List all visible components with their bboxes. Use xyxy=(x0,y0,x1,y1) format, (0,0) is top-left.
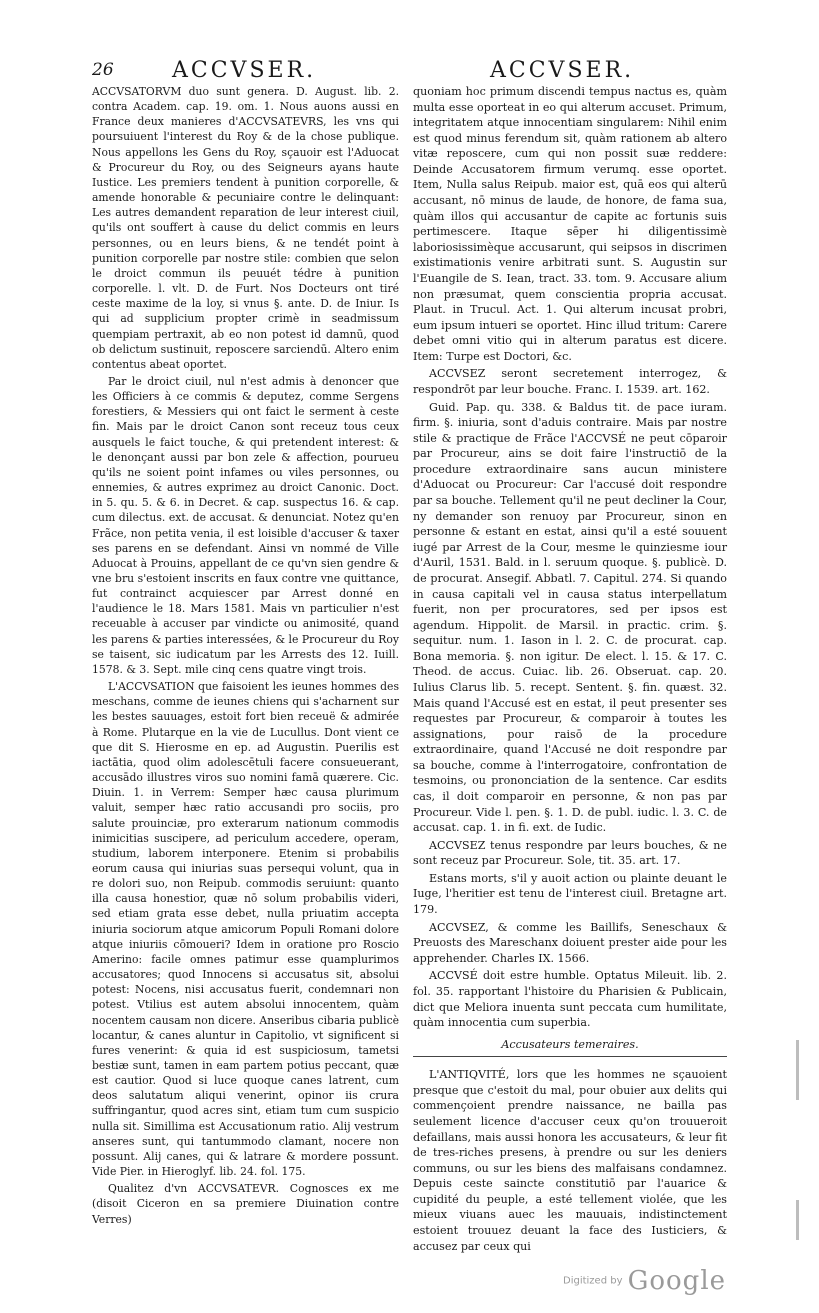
running-head-right: ACCVSER. xyxy=(490,58,635,83)
section-divider xyxy=(413,1056,727,1057)
paragraph: ACCVSEZ seront secretement interrogez, & respondrōt par leur bouche. Franc. I. 1539. art. 162. xyxy=(413,367,727,396)
paragraph: quoniam hoc primum discendi tempus nactus es, quàm multa esse oporteat in eo qui alterum accuset. Primum, integritatem atque innocentiam singularem: Nihil enim est quod minus ferendum sit, quàm rationem ab altero vitæ reposcere, cum qui non possit suæ reddere: Deinde Accusatorem firmum verumq. esse oportet. Item, Nulla salus Reipub. maior est, quā eos qui alterū accusant, nō minus de laude, de honore, de fama sua, quàm illos qui accusantur de capite ac fortunis suis pertimescere. Itaque sēper hi diligentissimè laboriosissimèque accusarunt, qui seipsos in discrimen existimationis venire arbitrati sunt. S. Augustin sur l'Euangile de S. Iean, tract. 33. tom. 9. Accusare alium non præsumat, quem conscientia propria accusat. Plaut. in Trucul. Act. 1. Qui alterum incusat probri, eum ipsum intueri se oportet. Hinc illud tritum: Carere debet omni vitio qui in alterum paratus est dicere. Item: Turpe est Doctori, &c. xyxy=(413,85,727,363)
running-head-left: ACCVSER. xyxy=(172,58,317,83)
google-logo: Google xyxy=(627,1266,727,1296)
left-column xyxy=(92,84,399,1227)
paragraph: L'ANTIQVITÉ, lors que les hommes ne sçauoient presque que c'estoit du mal, pour obuier aux delits qui commençoient prendre naissance, ne bailla pas seulement licence d'accuser ceux qu'on trouueroit defaillans, mais aussi honora les accusateurs, & leur fit de tres-riches presens, à prendre ou sur les deniers communs, ou sur les biens des malfaisans condamnez. Depuis ceste saincte constitutiō par l'auarice & cupidité du peuple, a esté tellement violée, que les mieux viuans auec les mauuais, indistinctement estoient trouuez deuant la face des Iusticiers, & accusez par ceux qui xyxy=(413,1068,727,1253)
digitized-watermark xyxy=(563,1266,726,1296)
paragraph: Estans morts, s'il y auoit action ou plainte deuant le Iuge, l'heritier est tenu de l'interest ciuil. Bretagne art. 179. xyxy=(413,871,727,917)
right-column xyxy=(413,84,727,1254)
paragraph: L'ACCVSATION que faisoient les ieunes hommes des meschans, comme de ieunes chiens qui s'acharnent sur les bestes sauuages, estoit fort bien receuë & admirée à Rome. Plutarque en la vie de Lucullus. Dont vient ce que dit S. Hierosme en ep. ad Augustin. Puerilis est iactātia, quod olim adolescētuli facere consueuerant, accusādo illustres viros suo nomini famā quærere. Cic. Diuin. 1. in Verrem: Semper hæc causa plurimum valuit, semper hæc ratio accusandi pro sociis, pro salute prouinciæ, pro exterarum nationum commodis inimicitias suscipere, ad periculum accedere, operam, studium, laborem interponere. Etenim si probabilis eorum causa qui iniurias suas persequi volunt, qua in re dolori suo, non Reipub. commodis seruiunt: quanto illa causa honestior, quæ nō solum probabilis videri, sed etiam grata esse debet, nulla priuatim accepta iniuria sociorum atque amicorum Populi Romani dolore atque iniuriis cōmoueri? Idem in oratione pro Roscio Amerino: facile omnes patimur esse quamplurimos accusatores; quod Innocens si accusatus sit, absolui potest: Nocens, nisi accusatus fuerit, condemnari non potest. Vtilius est autem absolui innocentem, quàm nocentem causam non dicere. Anseribus cibaria publicè locantur, & canes aluntur in Capitolio, vt significent si fures venerint: & quia id est suspiciosum, tametsi bestiæ sunt, tamen in eam partem potius peccant, quæ est cautior. Quod si luce quoque canes latrent, cum deos salutatum aliqui venerint, opinor iis crura suffringantur, quod acres sint, etiam tum cum suspicio nulla sit. Simillima est Accusationum ratio. Alij vestrum anseres sunt, qui tantummodo clamant, nocere non possunt. Alij canes, qui & latrare & mordere possunt. Vide Pier. in Hieroglyf. lib. 24. fol. 175. xyxy=(92,680,399,1179)
paragraph: ACCVSEZ, & comme les Baillifs, Seneschaux & Preuosts des Mareschanx doiuent prester aide pour les apprehender. Charles IX. 1566. xyxy=(413,920,727,965)
scan-edge-mark xyxy=(796,1200,799,1240)
paragraph: ACCVSATORVM duo sunt genera. D. August. lib. 2. contra Academ. cap. 19. om. 1. Nous auons aussi en France deux manieres d'ACCVSATEVRS, les vns qui poursuiuent l'interest du Roy & de la chose publique. Nous appellons les Gens du Roy, sçauoir est l'Aduocat & Procureur du Roy, ou des Seigneurs ayans haute Iustice. Les premiers tendent à punition corporelle, & amende honorable & pecuniaire contre le delinquant: Les autres demandent reparation de leur interest ciuil, qu'ils ont souffert à cause du delict commis en leurs personnes, ou en leurs biens, & ne tendét point à punition corporelle par nostre stile: combien que selon le droict commun ils peuuét tédre à punition corporelle. l. vlt. D. de Furt. Nos Docteurs ont tiré ceste maxime de la loy, si vnus §. ante. D. de Iniur. Is qui ad supplicium propter crimè in seadmissum quempiam pertraxit, ab eo non potest id damnū, quod ob delictum sustinuit, reposcere sarciendū. Altero enim contentus abeat oportet. xyxy=(92,85,399,371)
watermark-prefix: Digitized by xyxy=(563,1275,623,1287)
paragraph: Guid. Pap. qu. 338. & Baldus tit. de pace iuram. firm. §. iniuria, sont d'aduis contraire. Mais par nostre stile & practique de Frãce l'ACCVSÉ ne peut cōparoir par Procureur, ains se doit faire l'instructiō de la procedure extraordinaire sans aucun ministere d'Aduocat ou Procureur: Car l'accusé doit respondre par sa bouche. Tellement qu'il ne peut decliner la Cour, ny demander son renuoy par Procureur, sinon en personne & estant en estat, ainsi qu'il a esté souuent iugé par Arrest de la Cour, mesme le quinziesme iour d'Auril, 1531. Bald. in l. seruum quoque. §. publicè. D. de procurat. Ansegif. Abbatl. 7. Capitul. 274. Si quando in causa capitali vel in causa status interpellatum fuerit, non per procuratores, sed per ipsos est agendum. Hippolit. de Marsil. in practic. crim. §. sequitur. num. 1. Iason in l. 2. C. de procurat. cap. Bona memoria. §. non igitur. De elect. l. 15. & 17. C. Theod. de accus. Cuiac. lib. 26. Obseruat. cap. 20. Iulius Clarus lib. 5. recept. Sentent. §. fin. quæst. 32. Mais quand l'Accusé est en estat, il peut presenter ses requestes par Procureur, & comparoir à toutes les assignations, pour raisō de la procedure extraordinaire, quand l'Accusé ne doit respondre par sa bouche, comme à l'interrogatoire, confrontation de tesmoins, ou prononciation de la sentence. Car esdits cas, il doit comparoir en personne, & non pas par Procureur. Vide l. pen. §. 1. D. de publ. iudic. l. 3. C. de accusat. cap. 1. in fi. ext. de Iudic. xyxy=(413,400,727,835)
paragraph: Qualitez d'vn ACCVSATEVR. Cognosces ex me (disoit Ciceron en sa premiere Diuination contre Verres) xyxy=(92,1182,399,1226)
paragraph: ACCVSEZ tenus respondre par leurs bouches, & ne sont receuz par Procureur. Sole, tit. 35. art. 17. xyxy=(413,838,727,868)
paragraph: Par le droict ciuil, nul n'est admis à denoncer que les Officiers à ce commis & deputez, comme Sergens forestiers, & Messiers qui ont faict le serment à ceste fin. Mais par le droict Canon sont receuz tous ceux ausquels le faict touche, & qui pretendent interest: & le denonçant aussi par bon zele & affection, pourueu qu'ils ne soient point infames ou viles personnes, ou ennemies, & autres exprimez au droict Canonic. Doct. in 5. qu. 5. & 6. in Decret. & cap. suspectus 16. & cap. cum dilectus. ext. de accusat. & denunciat. Notez qu'en Frãce, non petita venia, il est loisible d'accuser & taxer ses parens en se defendant. Ainsi vn nommé de Ville Aduocat à Prouins, appellant de ce qu'vn sien gendre & vne bru s'estoient inscrits en faux contre vne quittance, fut contrainct acquiescer par Arrest donné en l'audience le 18. Mars 1581. Mais vn particulier n'est receuable à accuser par vindicte ou animosité, quand les parens & parties interessées, & le Procureur du Roy se taisent, sic iudicatum par les Arrests des 12. Iuill. 1578. & 3. Sept. mile cinq cens quatre vingt trois. xyxy=(92,374,399,676)
page-number: 26 xyxy=(92,60,114,80)
paragraph: ACCVSÉ doit estre humble. Optatus Mileuit. lib. 2. fol. 35. rapportant l'histoire du Pharisien & Publicain, dict que Meliora inuenta sunt peccata cum humilitate, quàm innocentia cum superbia. xyxy=(413,969,727,1030)
section-subheading: Accusateurs temeraires. xyxy=(501,1037,639,1051)
scan-edge-mark xyxy=(796,1040,799,1100)
page-header xyxy=(92,58,732,86)
